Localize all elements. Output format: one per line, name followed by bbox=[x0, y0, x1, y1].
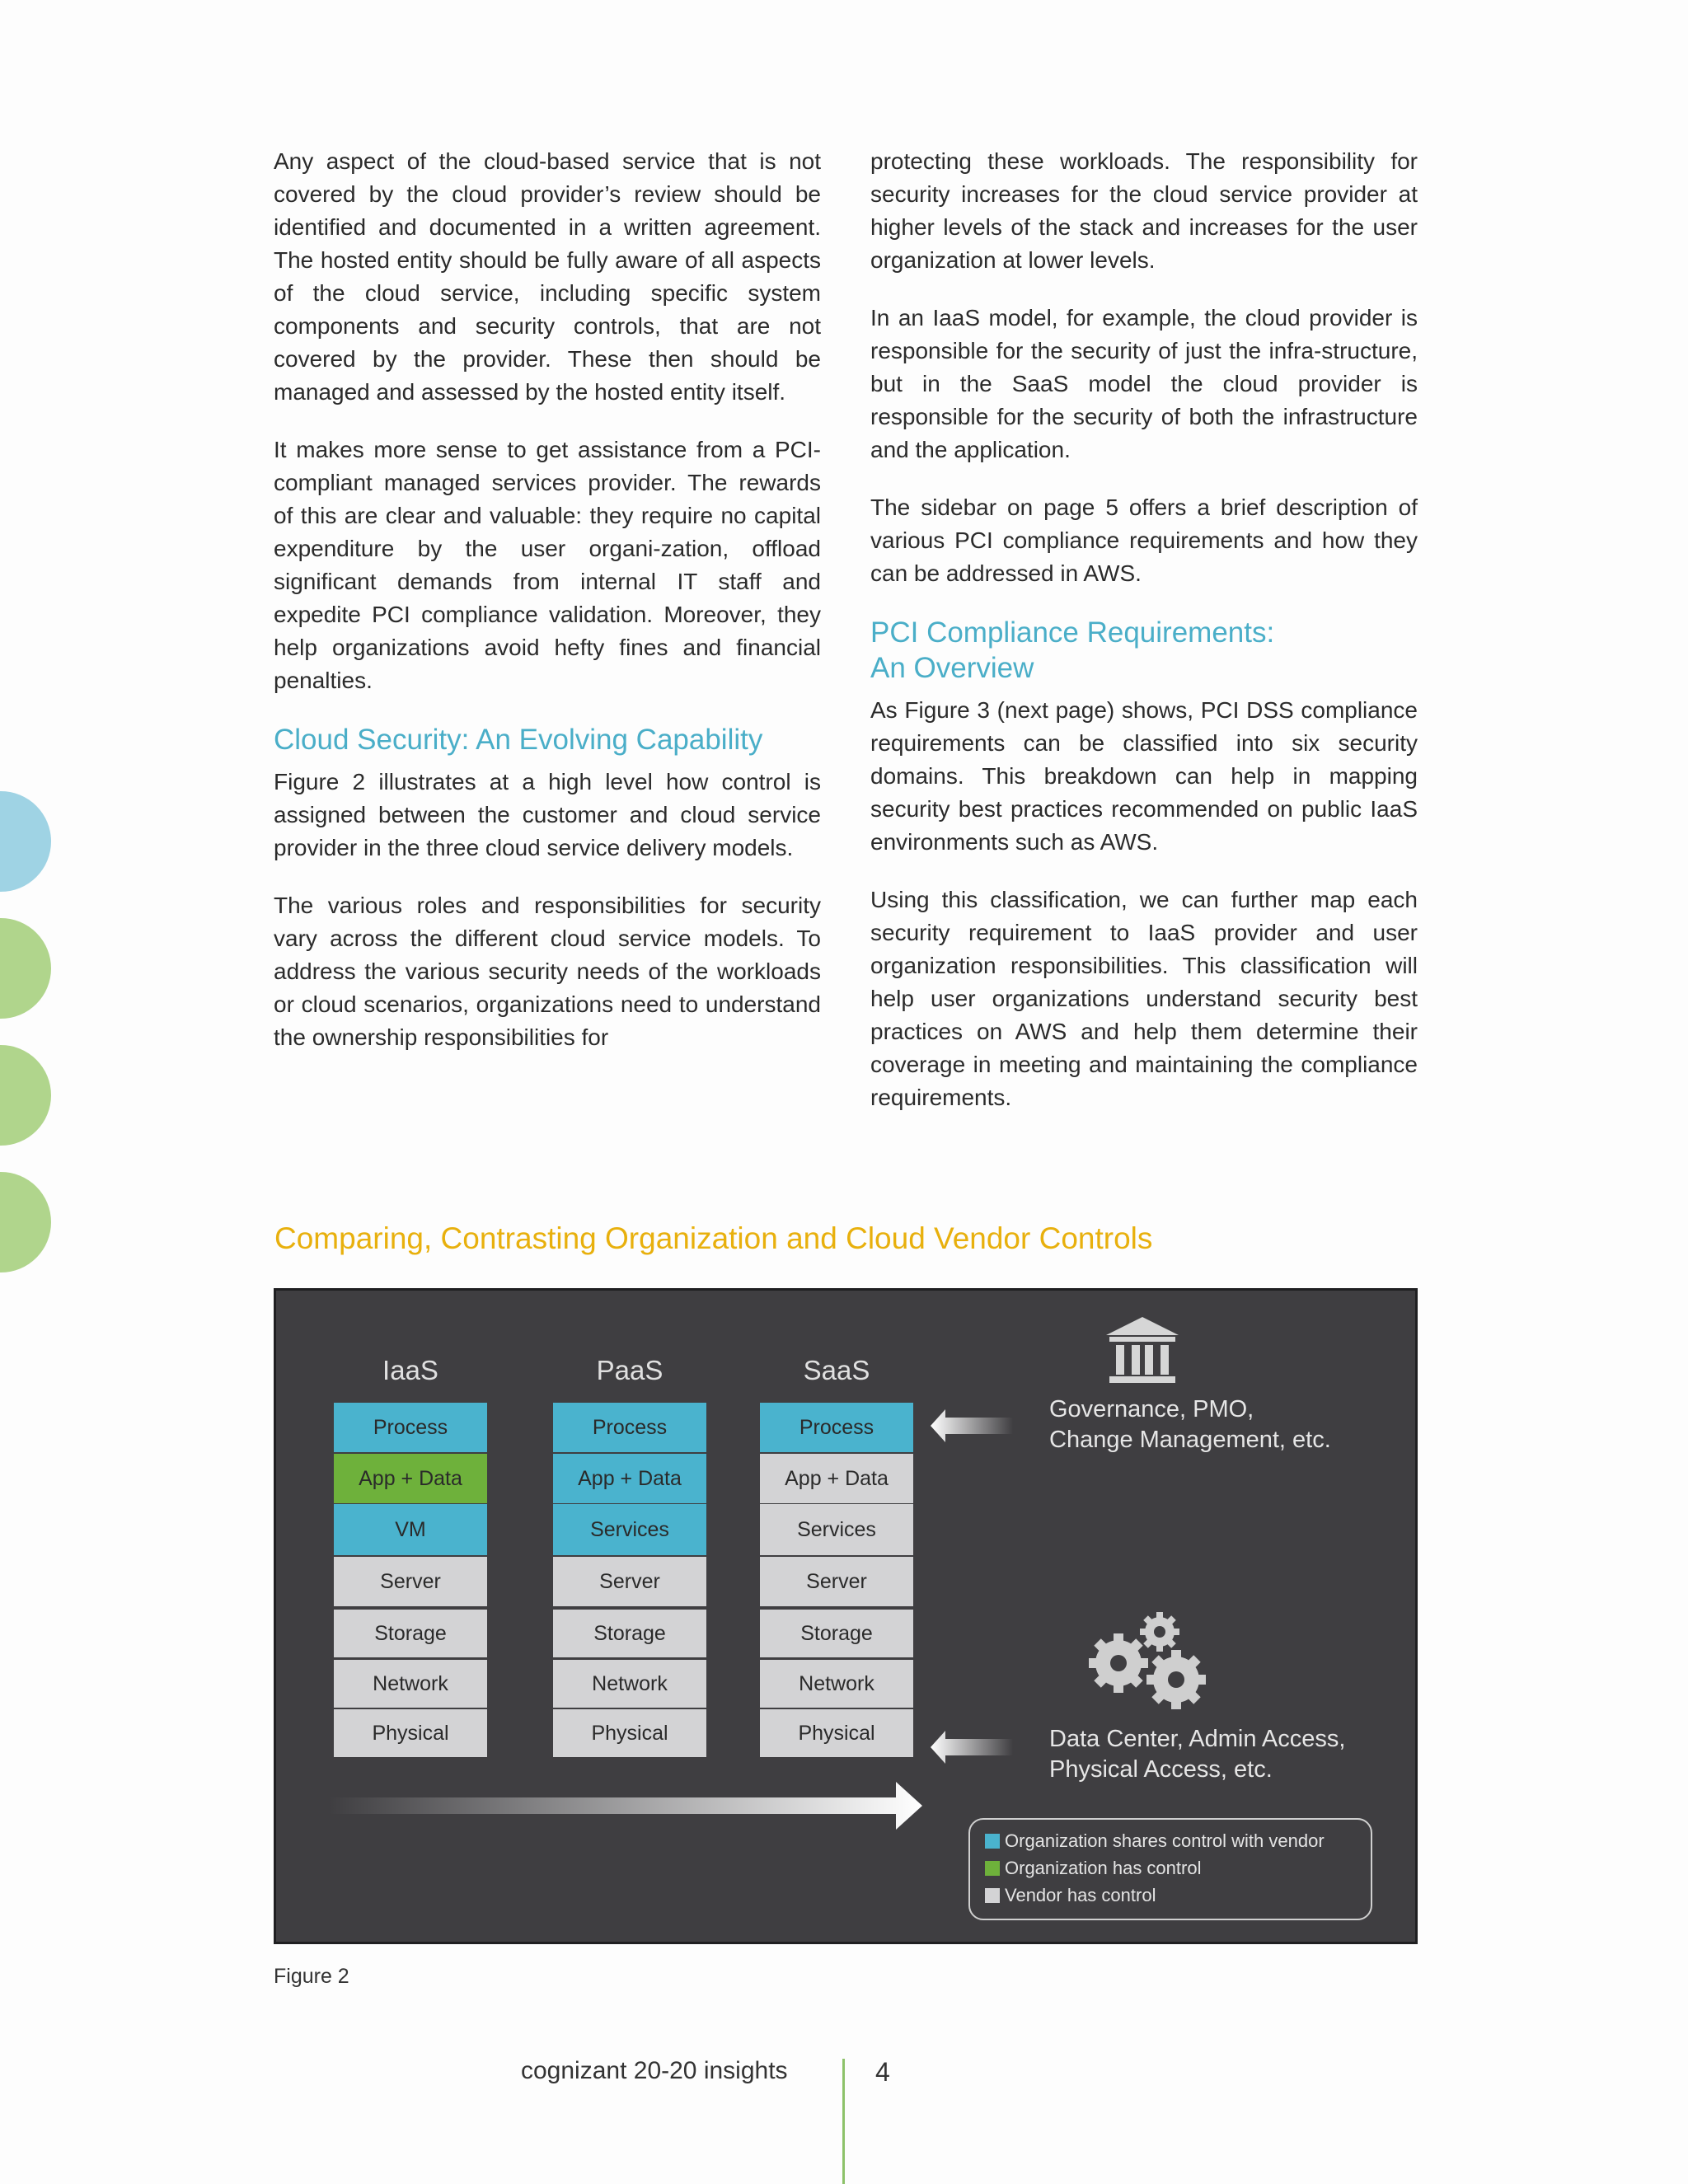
layer-cell: Storage bbox=[760, 1610, 913, 1657]
side-dot-green bbox=[0, 918, 51, 1019]
figure-title: Comparing, Contrasting Organization and Cloud Vendor Controls bbox=[274, 1221, 1153, 1255]
legend-swatch bbox=[985, 1888, 1000, 1903]
section-heading bbox=[870, 615, 1418, 686]
governance-label-line: Change Management, etc. bbox=[1049, 1427, 1331, 1453]
legend-swatch bbox=[985, 1834, 1000, 1849]
layer-cell: Server bbox=[553, 1557, 706, 1606]
legend-label: Organization has control bbox=[1005, 1858, 1202, 1878]
side-dot-blue bbox=[0, 791, 51, 892]
legend bbox=[968, 1818, 1372, 1920]
page-number: 4 bbox=[875, 2057, 890, 2087]
legend-item bbox=[985, 1884, 1156, 1907]
paragraph: As Figure 3 (next page) shows, PCI DSS compliance requirements can be classified into six security domains. This breakdown can help in mapping security best practices recommended on public IaaS environments such as AWS. bbox=[870, 697, 1418, 855]
layer-cell: Physical bbox=[553, 1709, 706, 1757]
left-column bbox=[274, 145, 821, 1079]
layer-cell: Services bbox=[760, 1504, 913, 1555]
layer-cell: App + Data bbox=[334, 1454, 487, 1503]
model-title-iaas: IaaS bbox=[382, 1355, 438, 1385]
legend-item bbox=[985, 1857, 1201, 1880]
datacenter-label-line: Data Center, Admin Access, bbox=[1049, 1726, 1346, 1752]
paragraph: The sidebar on page 5 offers a brief description of various PCI compliance requirements and how they can be addressed in AWS. bbox=[870, 494, 1418, 586]
paragraph: The various roles and responsibilities for security vary across the different cloud service models. To address the various security needs of the workloads or cloud scenarios, organizations need to understand the ownership responsibilities for bbox=[274, 893, 821, 1050]
bank-icon bbox=[1103, 1314, 1182, 1388]
layer-cell: Services bbox=[553, 1504, 706, 1555]
layer-cell: VM bbox=[334, 1504, 487, 1555]
layer-cell: Process bbox=[553, 1403, 706, 1452]
layer-cell: Server bbox=[334, 1557, 487, 1606]
layer-cell: Process bbox=[334, 1403, 487, 1452]
layer-cell: App + Data bbox=[553, 1454, 706, 1503]
layer-cell: Network bbox=[553, 1660, 706, 1708]
layer-cell: Physical bbox=[334, 1709, 487, 1757]
legend-swatch bbox=[985, 1861, 1000, 1876]
footer-divider bbox=[842, 2059, 845, 2184]
layer-cell: Network bbox=[334, 1660, 487, 1708]
legend-label: Organization shares control with vendor bbox=[1005, 1830, 1325, 1851]
paragraph: Figure 2 illustrates at a high level how control is assigned between the customer and cloud service provider in the three cloud service delivery models. bbox=[274, 769, 821, 860]
model-title-saas: SaaS bbox=[803, 1355, 870, 1385]
model-title-paas: PaaS bbox=[596, 1355, 663, 1385]
right-column bbox=[870, 145, 1418, 1139]
layer-cell: Network bbox=[760, 1660, 913, 1708]
figure-caption: Figure 2 bbox=[274, 1965, 349, 1988]
layer-cell: Storage bbox=[334, 1610, 487, 1657]
legend-item bbox=[985, 1830, 1325, 1853]
datacenter-label-line: Physical Access, etc. bbox=[1049, 1756, 1273, 1783]
layer-cell: Physical bbox=[760, 1709, 913, 1757]
gears-icon bbox=[1085, 1612, 1217, 1719]
figure-2-diagram bbox=[274, 1288, 1418, 1944]
paragraph: protecting these workloads. The responsibility for security increases for the cloud service provider at higher levels of the stack and increases for the user organization at lower levels. bbox=[870, 148, 1418, 273]
paragraph: Any aspect of the cloud-based service that is not covered by the cloud provider’s review should be identified and documented in a written agreement. The hosted entity should be fully aware of all aspects of the cloud service, including specific system components and security controls, that are not covered by the provider. These then should be managed and assessed by the hosted entity itself. bbox=[274, 148, 821, 405]
governance-label-line: Governance, PMO, bbox=[1049, 1396, 1254, 1422]
section-heading-line: An Overview bbox=[870, 652, 1034, 684]
arrow-left-icon bbox=[931, 1408, 1013, 1444]
arrow-left-icon bbox=[931, 1729, 1013, 1765]
paragraph: It makes more sense to get assistance from a PCI-compliant managed services provider. The rewards of this are clear and valuable: they require no capital expenditure by the user organi-zation, offload significant demands from internal IT staff and expedite PCI compliance validation. Moreover, they help organizations avoid hefty fines and financial penalties. bbox=[274, 437, 821, 693]
layer-cell: Server bbox=[760, 1557, 913, 1606]
datacenter-label bbox=[1049, 1724, 1345, 1785]
layer-cell: Storage bbox=[553, 1610, 706, 1657]
governance-label bbox=[1049, 1394, 1331, 1455]
footer-publication: cognizant 20-20 insights bbox=[521, 2057, 788, 2084]
side-dot-green bbox=[0, 1172, 51, 1272]
side-dot-green bbox=[0, 1045, 51, 1146]
section-heading: Cloud Security: An Evolving Capability bbox=[274, 724, 763, 756]
layer-cell: Process bbox=[760, 1403, 913, 1452]
layer-cell: App + Data bbox=[760, 1454, 913, 1503]
section-heading-line: PCI Compliance Requirements: bbox=[870, 616, 1275, 649]
legend-label: Vendor has control bbox=[1005, 1885, 1156, 1905]
paragraph: In an IaaS model, for example, the cloud provider is responsible for the security of just the infra-structure, but in the SaaS model the cloud provider is responsible for the security of both the infrastructure and the application. bbox=[870, 305, 1418, 462]
paragraph: Using this classification, we can further map each security requirement to IaaS provider and user organization responsibilities. This classification will help user organizations understand security best practices on AWS and help them determine their coverage in meeting and maintaining the compliance requirements. bbox=[870, 887, 1418, 1110]
gradient-arrow-right-icon bbox=[329, 1780, 922, 1831]
